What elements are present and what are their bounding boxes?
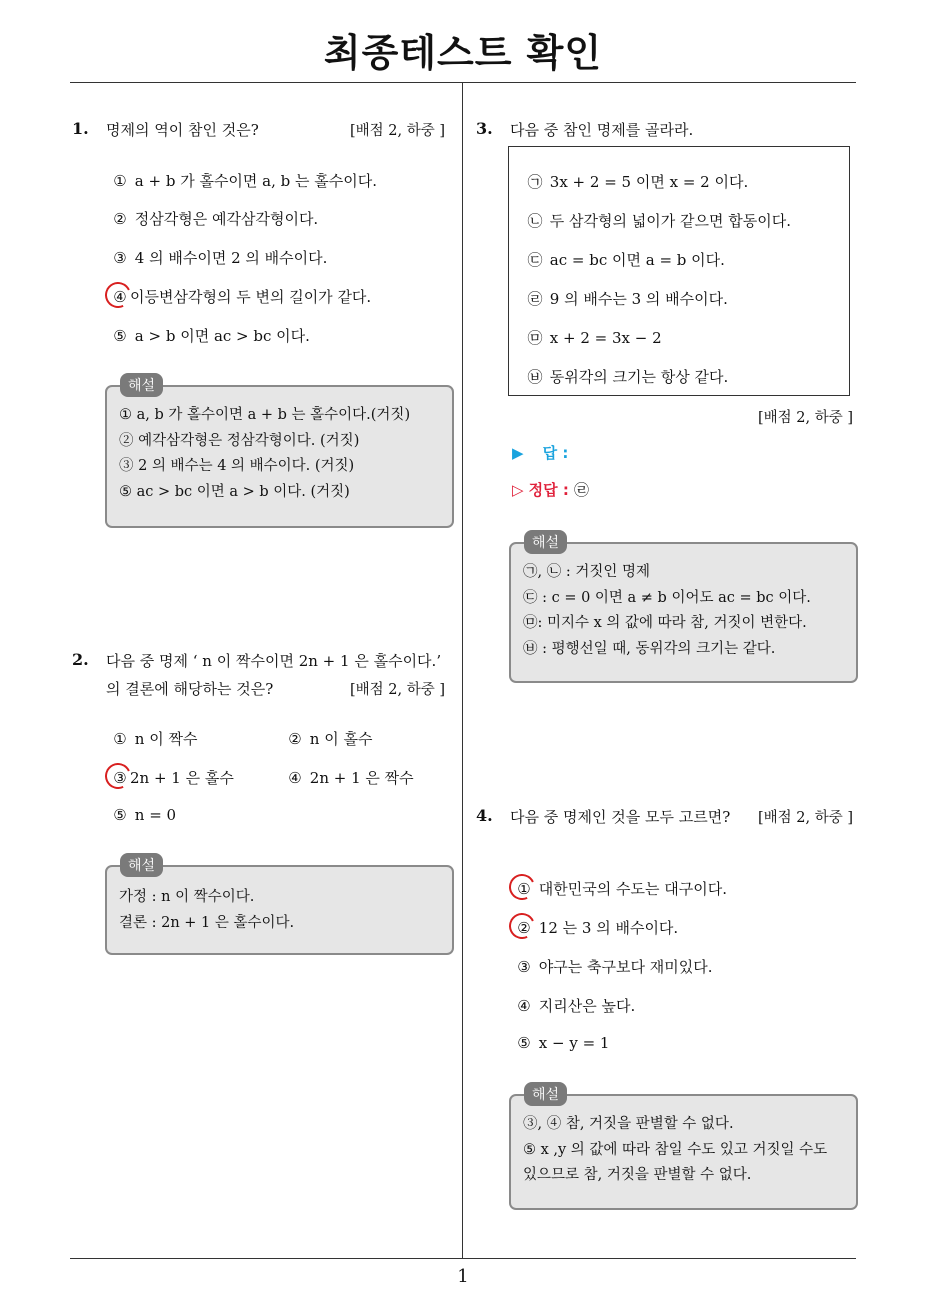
- play-icon: ▶: [512, 444, 524, 462]
- option-1[interactable]: ① n 이 짝수: [113, 730, 198, 748]
- option-5[interactable]: ⑤ n = 0: [113, 806, 177, 824]
- option-4[interactable]: ④ 이등변삼각형의 두 변의 길이가 같다.: [113, 288, 372, 306]
- question-text: 다음 중 명제인 것을 모두 고르면?: [510, 808, 731, 826]
- option-1[interactable]: ① 대한민국의 수도는 대구이다.: [517, 880, 727, 898]
- option-5[interactable]: ⑤ x − y = 1: [517, 1034, 610, 1052]
- answer-label: 답 :: [542, 444, 569, 462]
- explanation-tab: 해설: [120, 853, 163, 877]
- option-2[interactable]: ② 12 는 3 의 배수이다.: [517, 919, 679, 937]
- option-2[interactable]: ② n 이 홀수: [288, 730, 373, 748]
- column-divider: [462, 82, 463, 1258]
- question-number: 2.: [72, 650, 89, 669]
- statement-3: ㉢ ac = bc 이면 a = b 이다.: [527, 251, 725, 269]
- correct-answer-row: [512, 479, 589, 500]
- page-number: 1: [457, 1266, 469, 1287]
- top-divider: [70, 82, 856, 83]
- question-text: 명제의 역이 참인 것은?: [106, 121, 259, 139]
- option-1[interactable]: ① a + b 가 홀수이면 a, b 는 홀수이다.: [113, 172, 378, 190]
- question-number: 3.: [476, 119, 493, 138]
- statement-1: ㉠ 3x + 2 = 5 이면 x = 2 이다.: [527, 173, 749, 191]
- statement-5: ㉤ x + 2 = 3x − 2: [527, 329, 662, 347]
- explanation-tab: 해설: [524, 530, 567, 554]
- explanation-box: 가정 : n 이 짝수이다. 결론 : 2n + 1 은 홀수이다.: [105, 865, 454, 955]
- page-title: 최종테스트 확인: [323, 31, 603, 75]
- explanation-box: ① a, b 가 홀수이면 a + b 는 홀수이다.(거짓) ② 예각삼각형은 정삼각형이다. (거짓) ③ 2 의 배수는 4 의 배수이다. (거짓) ⑤ ac > bc 이면 a > b 이다. (거짓): [105, 385, 454, 528]
- score-label: [배점 2, 하중 ]: [758, 810, 854, 826]
- answer-row: [512, 442, 568, 463]
- statement-6: ㉥ 동위각의 크기는 항상 같다.: [527, 368, 729, 386]
- question-number: 4.: [476, 806, 493, 825]
- question-text-cont: 의 결론에 해당하는 것은?: [106, 680, 274, 698]
- score-label: [배점 2, 하중 ]: [350, 682, 446, 698]
- option-3[interactable]: ③ 야구는 축구보다 재미있다.: [517, 958, 713, 976]
- option-3[interactable]: ③ 2n + 1 은 홀수: [113, 769, 234, 787]
- explanation-box: ③, ④ 참, 거짓을 판별할 수 없다. ⑤ x ,y 의 값에 따라 참일 수도 있고 거짓일 수도 있으므로 참, 거짓을 판별할 수 없다.: [509, 1094, 858, 1210]
- explanation-box: ㉠, ㉡ : 거짓인 명제 ㉢ : c = 0 이면 a ≠ b 이어도 ac = bc 이다. ㉤: 미지수 x 의 값에 따라 참, 거짓이 변한다. ㉥ : 평행선일 때, 동위각의 크기는 같다.: [509, 542, 858, 683]
- statement-4: ㉣ 9 의 배수는 3 의 배수이다.: [527, 290, 728, 308]
- statement-2: ㉡ 두 삼각형의 넓이가 같으면 합동이다.: [527, 212, 791, 230]
- option-2[interactable]: ② 정삼각형은 예각삼각형이다.: [113, 210, 319, 228]
- option-4[interactable]: ④ 2n + 1 은 짝수: [288, 769, 414, 787]
- bottom-divider: [70, 1258, 856, 1259]
- score-label: [배점 2, 하중 ]: [350, 123, 446, 139]
- question-text: 다음 중 명제 ‘ n 이 짝수이면 2n + 1 은 홀수이다.’: [106, 652, 442, 670]
- option-4[interactable]: ④ 지리산은 높다.: [517, 997, 636, 1015]
- explanation-tab: 해설: [120, 373, 163, 397]
- correct-answer-label: 정답 :: [528, 481, 569, 499]
- score-label: [배점 2, 하중 ]: [758, 410, 854, 426]
- option-5[interactable]: ⑤ a > b 이면 ac > bc 이다.: [113, 327, 310, 345]
- correct-answer-value: ㉣: [573, 481, 589, 499]
- play-outline-icon: ▷: [512, 481, 524, 499]
- question-number: 1.: [72, 119, 89, 138]
- question-text: 다음 중 참인 명제를 골라라.: [510, 121, 694, 139]
- explanation-tab: 해설: [524, 1082, 567, 1106]
- option-3[interactable]: ③ 4 의 배수이면 2 의 배수이다.: [113, 249, 328, 267]
- statement-box: [508, 146, 850, 396]
